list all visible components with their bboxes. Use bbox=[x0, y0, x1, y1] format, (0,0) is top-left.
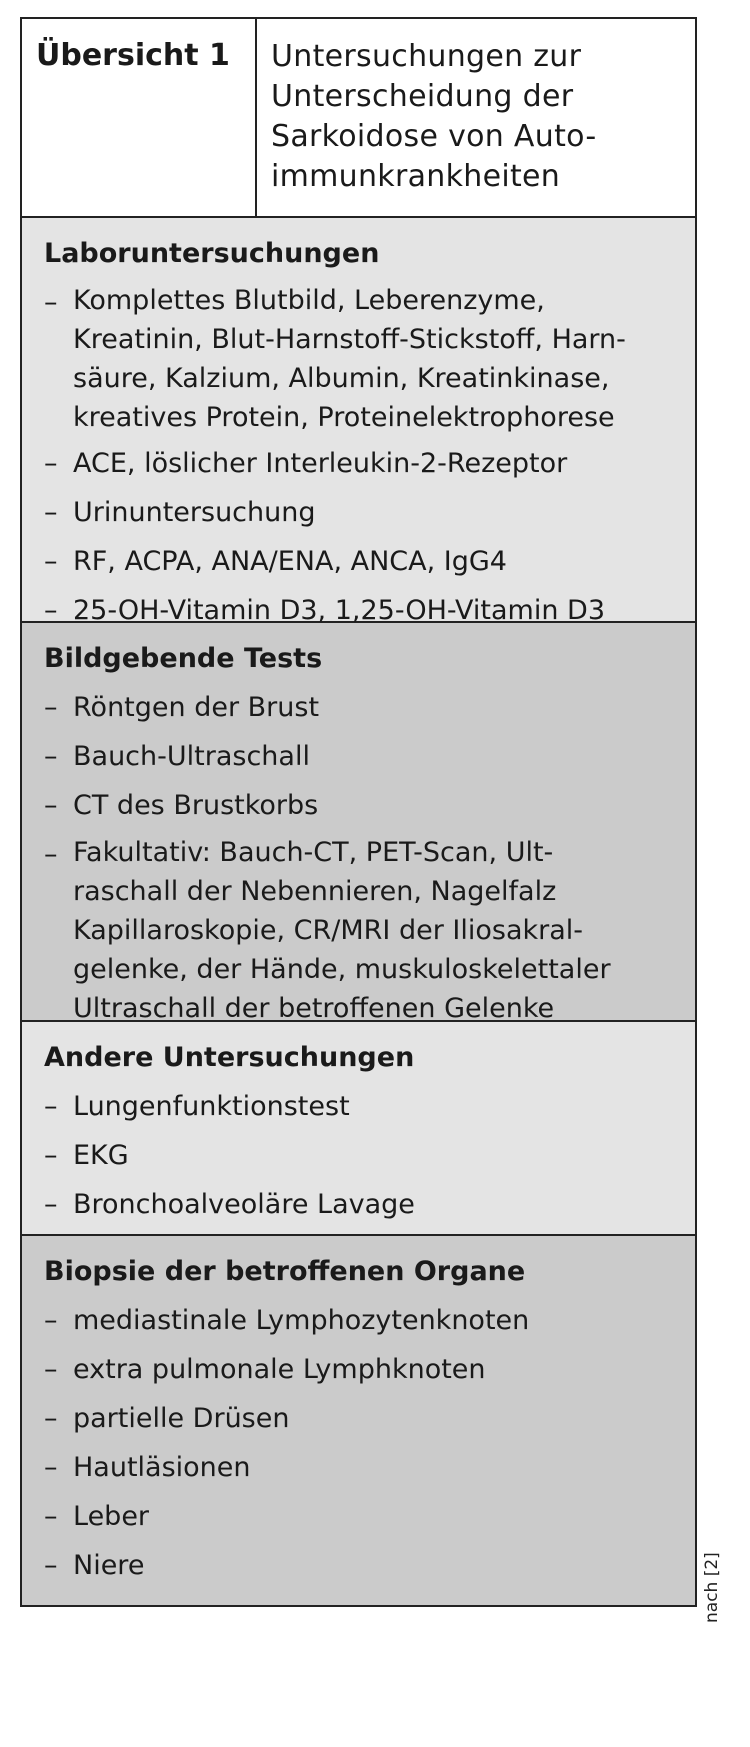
title-line: immunkrankheiten bbox=[271, 159, 561, 194]
item-line: – Lungenfunktionstest bbox=[73, 1091, 350, 1122]
list-item bbox=[44, 281, 675, 437]
title-line: Unterscheidung der bbox=[271, 79, 574, 114]
list-item bbox=[44, 833, 675, 1028]
item-line: Kapillaroskopie, CR/MRI der Iliosakral- bbox=[73, 915, 584, 946]
overview-label: Übersicht 1 bbox=[22, 19, 257, 216]
item-line: – Urinuntersuchung bbox=[73, 497, 316, 528]
section-title: Bildgebende Tests bbox=[44, 643, 323, 674]
section-lab-tests bbox=[22, 218, 695, 626]
item-line: – Röntgen der Brust bbox=[73, 692, 320, 723]
section-imaging-tests bbox=[22, 623, 695, 1022]
item-line: – CT des Brustkorbs bbox=[73, 790, 319, 821]
title-line: Untersuchungen zur bbox=[271, 39, 582, 74]
item-line: Ultraschall der betroffenen Gelenke bbox=[73, 993, 555, 1024]
section-other-tests bbox=[22, 1022, 695, 1236]
item-line: – Niere bbox=[73, 1550, 145, 1581]
item-line: – extra pulmonale Lymphknoten bbox=[73, 1354, 486, 1385]
item-line: – 25-OH-Vitamin D3, 1,25-OH-Vitamin D3 bbox=[73, 595, 606, 626]
list-item bbox=[44, 491, 675, 535]
item-line: – Bronchoalveoläre Lavage bbox=[73, 1189, 415, 1220]
table-header bbox=[22, 19, 695, 218]
list-item bbox=[44, 1397, 675, 1441]
list-item bbox=[44, 589, 675, 633]
item-line: kreatives Protein, Proteinelektrophorese bbox=[73, 402, 615, 433]
item-line: raschall der Nebennieren, Nagelfalz bbox=[73, 876, 557, 907]
section-title: Laboruntersuchungen bbox=[44, 238, 380, 269]
section-title: Biopsie der betroffenen Organe bbox=[44, 1256, 526, 1287]
item-line: – partielle Drüsen bbox=[73, 1403, 290, 1434]
item-line: gelenke, der Hände, muskuloskelettaler bbox=[73, 954, 611, 985]
item-line: – mediastinale Lymphozytenknoten bbox=[73, 1305, 530, 1336]
item-line: – Fakultativ: Bauch-CT, PET-Scan, Ult- bbox=[73, 837, 554, 868]
item-list bbox=[44, 686, 675, 1028]
list-item bbox=[44, 1134, 675, 1178]
item-line: – ACE, löslicher Interleukin-2-Rezeptor bbox=[73, 448, 568, 479]
item-line: – Hautläsionen bbox=[73, 1452, 251, 1483]
overview-title bbox=[257, 19, 695, 216]
section-title: Andere Untersuchungen bbox=[44, 1042, 415, 1073]
list-item bbox=[44, 735, 675, 779]
overview-table bbox=[20, 17, 697, 1607]
list-item bbox=[44, 1348, 675, 1392]
item-line: säure, Kalzium, Albumin, Kreatinkinase, bbox=[73, 363, 610, 394]
list-item bbox=[44, 442, 675, 486]
item-line: – Komplettes Blutbild, Leberenzyme, bbox=[73, 285, 545, 316]
list-item bbox=[44, 1544, 675, 1588]
list-item bbox=[44, 1183, 675, 1227]
item-line: – Leber bbox=[73, 1501, 150, 1532]
item-line: Kreatinin, Blut-Harnstoff-Stickstoff, Harn- bbox=[73, 324, 626, 355]
list-item bbox=[44, 784, 675, 828]
item-list bbox=[44, 1085, 675, 1227]
title-line: Sarkoidose von Auto- bbox=[271, 119, 597, 154]
item-line: – EKG bbox=[73, 1140, 129, 1171]
list-item bbox=[44, 1446, 675, 1490]
source-note: nach [2] bbox=[702, 1552, 722, 1623]
item-line: – RF, ACPA, ANA/ENA, ANCA, IgG4 bbox=[73, 546, 507, 577]
list-item bbox=[44, 1495, 675, 1539]
list-item bbox=[44, 686, 675, 730]
section-biopsy bbox=[22, 1236, 695, 1605]
list-item bbox=[44, 540, 675, 584]
item-list bbox=[44, 281, 675, 633]
list-item bbox=[44, 1085, 675, 1129]
item-list bbox=[44, 1299, 675, 1588]
list-item bbox=[44, 1299, 675, 1343]
item-line: – Bauch-Ultraschall bbox=[73, 741, 310, 772]
